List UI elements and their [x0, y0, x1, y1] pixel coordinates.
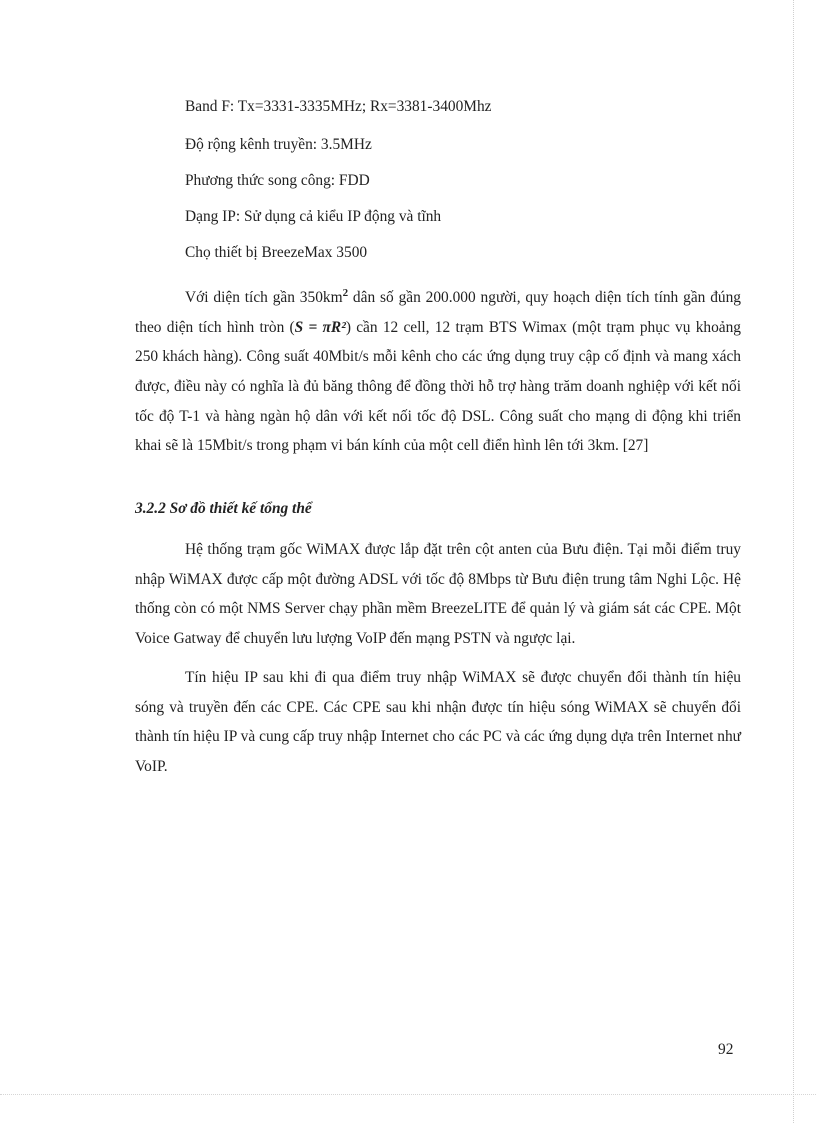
spec-device-line: Chọ thiết bị BreezeMax 3500	[185, 244, 368, 261]
spec-duplex-line: Phương thức song công: FDD	[185, 172, 370, 189]
para3-text: Tín hiệu IP sau khi đi qua điểm truy nhập WiMAX sẽ được chuyển đổi thành tín hiệu sóng và truyền đến các CPE. Các CPE sau khi nhận được tín hiệu sóng WiMAX sẽ chuyển đổi thành tín hiệu IP và cung cấp truy nhập Internet cho các PC và các ứng dụng dựa trên Internet như VoIP.	[135, 669, 741, 775]
spec-bandwidth-line: Độ rộng kênh truyền: 3.5MHz	[185, 136, 372, 153]
para1-part1: Với diện tích gần 350km	[185, 289, 343, 307]
para2-text: Hệ thống trạm gốc WiMAX được lắp đặt trên cột anten của Bưu điện. Tại mỗi điểm truy nhập WiMAX được cấp một đường ADSL với tốc độ 8Mbps từ Bưu điện trung tâm Nghi Lộc. Hệ thống còn có một NMS Server chạy phần mềm BreezeLITE để quản lý và giám sát các CPE. Một Voice Gatway để chuyển lưu lượng VoIP đến mạng PSTN và ngược lại.	[135, 541, 741, 647]
area-formula: S = πR²	[294, 318, 346, 336]
paragraph-coverage	[135, 279, 741, 461]
para1-part3: ) cần 12 cell, 12 trạm BTS Wimax (một trạm phục vụ khoảng 250 khách hàng). Công suất 40Mbit/s mỗi kênh cho các ứng dụng truy cập cố định và mang xách được, điều này có nghĩa là đủ băng thông để đồng thời hỗ trợ hàng trăm doanh nghiệp với kết nối tốc độ T-1 và hàng ngàn hộ dân với kết nối tốc độ DSL. Công suất cho mạng di động khi triển khai sẽ là 15Mbit/s trong phạm vi bán kính của một cell điển hình lên tới 3km. [27]	[135, 318, 741, 455]
page-edge-right	[793, 0, 794, 1123]
page-edge-bottom	[0, 1094, 816, 1095]
spec-ip-line: Dạng IP: Sử dụng cả kiểu IP động và tĩnh	[185, 208, 442, 225]
paragraph-signal	[135, 663, 741, 781]
para1-part2: dân số gần 200.000 người, quy hoạch diện tích tính gần đúng theo diện tích hình tròn (	[135, 289, 741, 336]
page-number: 92	[718, 1041, 734, 1058]
para1-superscript: 2	[342, 287, 349, 299]
section-heading: 3.2.2 Sơ đồ thiết kế tổng thể	[135, 500, 312, 517]
paragraph-system	[135, 535, 741, 653]
spec-band-line: Band F: Tx=3331-3335MHz; Rx=3381-3400Mhz	[185, 98, 492, 115]
